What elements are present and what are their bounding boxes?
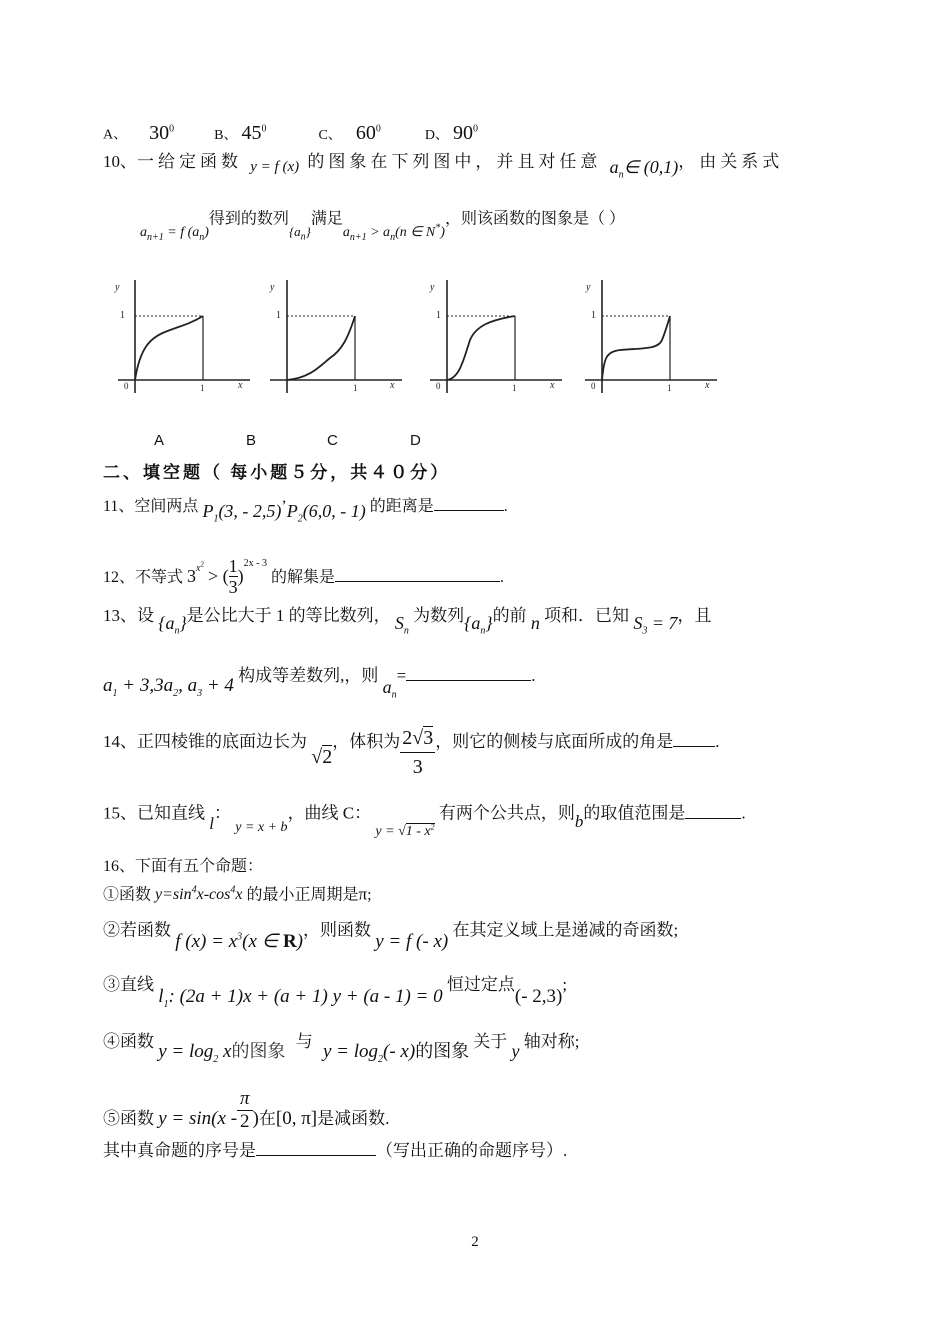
q13-text: 设 — [137, 606, 154, 625]
prop4-text: 与 — [295, 1032, 313, 1051]
q13-n: n — [530, 613, 540, 633]
prop5-fraction: $\frac{\pi}{2}$ — [237, 1088, 253, 1133]
q15 — [103, 800, 746, 839]
prop3-marker: ③ — [103, 975, 120, 994]
q16-answer-blank[interactable] — [256, 1141, 376, 1156]
svg-text:y: y — [115, 282, 120, 293]
q13-an: $a_n$ — [382, 677, 397, 701]
svg-text:1: 1 — [120, 310, 125, 321]
q15-colon: ： — [213, 803, 231, 823]
q16-prop3 — [103, 974, 568, 1010]
q13-s3: $S_3 = 7$ — [633, 613, 678, 637]
q14-text: ，则它的侧棱与底面所成的角是 — [435, 732, 674, 751]
q14-answer-blank[interactable] — [673, 732, 715, 747]
q16-prop1 — [103, 880, 372, 906]
q13-sn: $S_n$ — [394, 613, 409, 637]
q10-line1 — [103, 150, 783, 181]
q10-text: ，则该函数的图象是（ ） — [444, 210, 625, 228]
q12-text: 的解集是 — [270, 569, 335, 587]
prop1-marker: ① — [103, 886, 120, 904]
prop4-text: 轴对称; — [523, 1032, 580, 1051]
q11-answer-blank[interactable] — [434, 496, 504, 511]
q12-text: 不等式 — [135, 569, 184, 587]
q10-text: 满足 — [310, 210, 343, 228]
prop1-text: 函数 — [119, 886, 152, 904]
q16-text: 下面有五个命题： — [135, 858, 264, 875]
svg-text:1: 1 — [591, 310, 596, 321]
q15-period: . — [741, 803, 746, 823]
q12-close: ) — [237, 566, 244, 587]
q13-line2 — [103, 664, 536, 701]
q12-number: 12、 — [103, 569, 136, 587]
prop4-text: 关于 — [473, 1032, 508, 1051]
prop4-y: y — [511, 1041, 520, 1061]
prop1-pi: π — [358, 884, 368, 904]
q13-sequence-2: $\{a_n\}$ — [464, 613, 493, 637]
prop2-marker: ② — [103, 920, 120, 940]
q13-period: . — [531, 666, 536, 685]
q10-text: 的图象在下列图中，并且对任意 — [307, 152, 602, 171]
q15-text: 的取值范围是 — [583, 803, 686, 823]
graph-b — [269, 280, 402, 393]
q9-option-c: C、 — [318, 127, 342, 143]
q10-sequence-expr: {an} — [288, 223, 311, 243]
q10-number: 10、 — [103, 152, 137, 171]
prop4-text: 函数 — [120, 1032, 154, 1051]
prop5-expr: y = sin(x - — [158, 1108, 238, 1130]
prop5-interval: [0, π] — [275, 1108, 318, 1130]
prop5-text: 函数 — [120, 1109, 154, 1129]
svg-text:x: x — [390, 380, 395, 391]
q13-arith-expr: $a_1 + 3,3a_2$, $a_3 + 4$ — [103, 675, 234, 699]
q9-option-b: B、 — [214, 127, 238, 143]
svg-text:1: 1 — [200, 383, 205, 393]
q15-answer-blank[interactable] — [685, 804, 741, 819]
q15-line-expr: y = x + b — [235, 819, 288, 835]
prop3-end: ; — [562, 975, 568, 994]
prop5-close: ) — [252, 1108, 259, 1130]
q12 — [103, 546, 504, 596]
q9-option-d: D、 — [424, 127, 449, 143]
svg-text:y: y — [430, 282, 435, 293]
prop2-expr: f $(x) = x^3(x$ ∈ R) — [175, 931, 303, 953]
prop5-text: 是减函数. — [317, 1109, 390, 1129]
q15-number: 15、 — [103, 803, 137, 823]
q9-option-a-value: $30^0$ — [149, 121, 175, 144]
graph-label-a: A — [154, 432, 165, 449]
q13-eq: = — [396, 666, 407, 685]
q10-graphs — [110, 268, 730, 398]
graph-label-b: B — [246, 432, 257, 449]
prop2-text: 若函数 — [120, 920, 171, 940]
q11-number: 11、 — [103, 498, 135, 515]
prop4-marker: ④ — [103, 1032, 120, 1051]
q12-fraction: $\frac{1}{3}$ — [228, 556, 238, 598]
q9-option-c-value: $60^0$ — [355, 121, 381, 144]
q15-text: 有两个公共点，则 — [438, 803, 575, 823]
prop5-marker: ⑤ — [103, 1109, 120, 1129]
prop3-text: 恒过定点 — [446, 975, 515, 994]
prop2-text: ，则函数 — [303, 920, 371, 940]
svg-text:1: 1 — [512, 383, 517, 393]
q10-function-expr: y = f (x) — [250, 159, 300, 175]
q15-text: 已知直线 — [137, 803, 205, 823]
q11-text: 空间两点 — [134, 498, 199, 515]
q9-options — [103, 118, 478, 147]
q16-number: 16、 — [103, 858, 136, 875]
q10-line2 — [140, 205, 625, 243]
q9-option-b-value: $45^0$ — [241, 121, 267, 144]
prop1-expr: $y=\sin^4x-\cos^4x$ — [155, 885, 243, 904]
q15-curve-expr: y = √1 - x2 — [375, 822, 435, 839]
svg-text:x: x — [705, 380, 710, 391]
q15-text: ，曲线 C： — [287, 803, 372, 823]
q16-closing — [103, 1140, 567, 1162]
q12-lhs-expr: $3^{x^2}$ — [187, 561, 204, 587]
q16-prop2 — [103, 915, 679, 953]
svg-text:x: x — [238, 380, 243, 391]
q13-sequence: $\{a_n\}$ — [158, 613, 187, 637]
prop4-text: 的图象 — [415, 1041, 470, 1061]
svg-text:1: 1 — [276, 310, 281, 321]
q13-number: 13、 — [103, 606, 137, 625]
svg-text:0: 0 — [436, 381, 441, 391]
graph-d — [585, 280, 717, 393]
prop3-point: (- 2,3) — [514, 986, 563, 1007]
graph-label-c: C — [327, 432, 338, 449]
q10-domain-expr: $a_n\in$ (0,1) — [609, 157, 679, 181]
q12-period: . — [500, 569, 504, 587]
q11-point-p2: $P_2(6,0$, - 1) — [286, 501, 366, 525]
prop4-expr2: $y = \log_2(-$ x) — [322, 1041, 416, 1065]
q10-text: 一给定函数 — [137, 152, 242, 171]
section-heading: 二、填空题（ 每小题５分，共４０分） — [103, 463, 451, 482]
q13-text: 项和．已知 — [544, 606, 630, 625]
q12-gt: > ( — [207, 566, 229, 587]
q13-text: ，且 — [677, 606, 712, 625]
q10-text: ，由关系式 — [678, 152, 784, 171]
prop1-text: 的最小正周期是 — [246, 886, 359, 904]
svg-text:y: y — [586, 282, 591, 293]
prop3-text: 直线 — [120, 975, 154, 994]
prop2-expr2: y = f (- x) — [375, 931, 449, 953]
q10-recurrence-expr: $a_{n+1} = f$ $(a_n)$ — [140, 224, 209, 243]
q16-prop4 — [103, 1030, 580, 1065]
svg-text:1: 1 — [436, 310, 441, 321]
q11-period: . — [503, 498, 508, 515]
q11 — [103, 494, 508, 525]
q12-answer-blank[interactable] — [335, 567, 500, 582]
q12-exponent: 2x - 3 — [243, 558, 267, 569]
q14 — [103, 727, 720, 786]
q15-line-l: l — [209, 813, 214, 833]
prop1-end: ; — [367, 886, 372, 904]
q14-number: 14、 — [103, 732, 137, 751]
svg-text:1: 1 — [667, 383, 672, 393]
q13-answer-blank[interactable] — [406, 666, 531, 681]
q13-text: 是公比大于 1 的等比数列， — [186, 606, 391, 625]
q9-option-d-value: $90^0$ — [452, 121, 478, 144]
q14-sqrt2: √2 — [311, 746, 333, 768]
q14-text: 正四棱锥的底面边长为 — [137, 732, 307, 751]
q9-option-a: A、 — [103, 127, 128, 143]
graph-a — [114, 280, 250, 393]
graph-c — [429, 280, 562, 393]
q16-prop5 — [103, 1088, 389, 1136]
q11-separator: ’ — [281, 498, 287, 515]
svg-text:0: 0 — [124, 381, 129, 391]
prop3-expr: $l_1$: (2a + 1)x + (a + 1) y + (a - 1) = 0 — [158, 986, 443, 1010]
q13-text: 的前 — [492, 606, 527, 625]
q13-line1 — [103, 604, 711, 635]
q10-condition-expr: $a_{n+1} > a_n(n$ ∈ N*) — [342, 222, 445, 243]
prop4-text: 的图象 — [231, 1041, 286, 1061]
q11-text: 的距离是 — [369, 498, 434, 515]
q13-text: 构成等差数列,，则 — [238, 666, 379, 685]
prop4-expr1: $y = \log_2 x$ — [158, 1041, 232, 1065]
q14-text: ，体积为 — [332, 732, 401, 751]
q10-text: 得到的数列 — [208, 210, 289, 228]
q14-fraction: $\frac{2√3}{3}$ — [400, 724, 435, 781]
svg-text:1: 1 — [353, 383, 358, 393]
svg-text:x: x — [550, 380, 555, 391]
page-number: 2 — [471, 1234, 479, 1250]
svg-text:y: y — [270, 282, 275, 293]
q11-point-p1: $P_1(3$, - 2,5) — [202, 501, 282, 525]
prop2-text: 在其定义域上是递减的奇函数; — [452, 920, 679, 940]
q13-text: 为数列 — [413, 606, 465, 625]
q15-b: b — [574, 811, 584, 831]
q14-period: . — [715, 732, 720, 751]
q16-intro — [103, 856, 263, 878]
svg-text:0: 0 — [591, 381, 596, 391]
q16-closing-text: 其中真命题的序号是 — [103, 1141, 256, 1160]
prop5-text: 在 — [258, 1109, 276, 1129]
q16-closing-text: （写出正确的命题序号）. — [376, 1141, 568, 1160]
graph-label-d: D — [410, 432, 421, 449]
